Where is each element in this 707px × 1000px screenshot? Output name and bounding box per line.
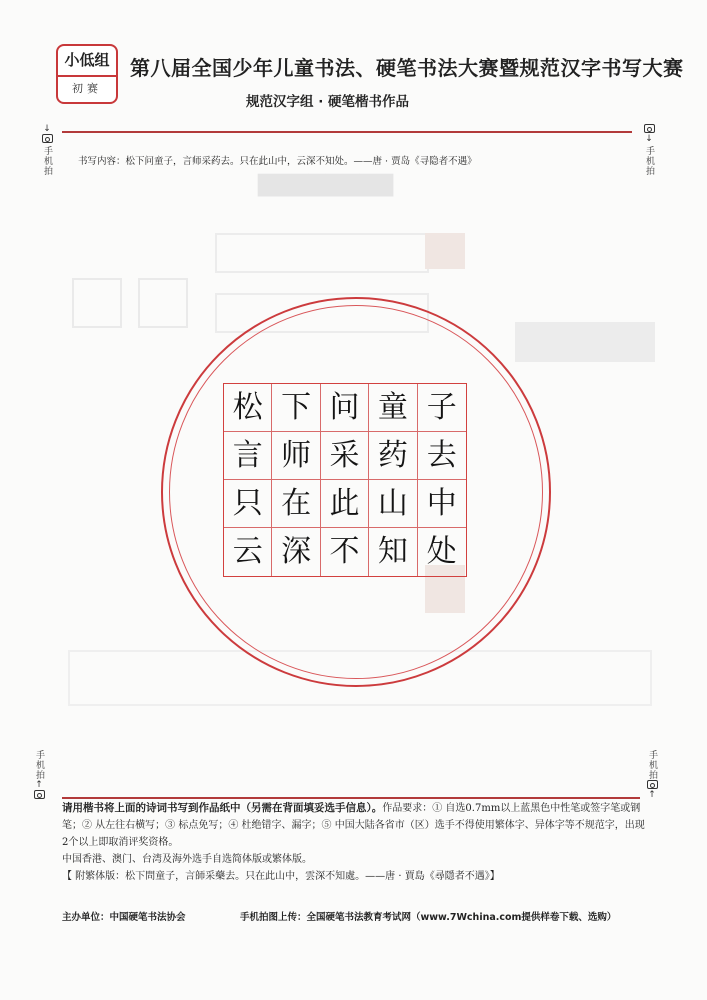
camera-icon [42, 134, 53, 143]
writing-content-label: 书写内容： [78, 156, 126, 167]
grid-cell: 子 [418, 384, 466, 432]
bottom-rule [62, 797, 640, 799]
photo-mark-bottom-left [30, 748, 48, 800]
show-through-qr [72, 278, 122, 328]
grid-cell: 松 [224, 384, 272, 432]
camera-icon [644, 124, 655, 133]
grid-cell: 童 [369, 384, 417, 432]
instructions-traditional: 【 附繁体版：松下問童子，言師采藥去。只在此山中，雲深不知處。——唐 · 賈島《尋隱者不遇》】 [62, 871, 500, 882]
group-badge [56, 44, 118, 104]
grid-cell: 采 [321, 432, 369, 480]
requirements-paragraph [62, 800, 647, 851]
grid-cell: 不 [321, 528, 369, 576]
camera-icon [34, 790, 45, 799]
grid-cell: 师 [272, 432, 320, 480]
page-title: 第八届全国少年儿童书法、硬笔书法大赛暨规范汉字书写大赛 [130, 56, 684, 80]
photo-mark-top-right [640, 124, 658, 176]
badge-group-label: 小低组 [58, 46, 116, 77]
grid-cell: 深 [272, 528, 320, 576]
writing-content [78, 153, 477, 167]
grid-cell: 在 [272, 480, 320, 528]
page-subtitle: 规范汉字组 · 硬笔楷书作品 [246, 94, 410, 110]
grid-cell: 药 [369, 432, 417, 480]
grid-cell: 言 [224, 432, 272, 480]
writing-grid [223, 383, 467, 577]
instructions-hk-note: 中国香港、澳门、台湾及海外选手自选简体版或繁体版。 [62, 854, 312, 865]
instructions-lead: 请用楷书将上面的诗词书写到作品纸中（另需在背面填妥选手信息）。 [62, 802, 383, 814]
camera-icon [647, 780, 658, 789]
photo-mark-label: 手机拍 [42, 146, 52, 176]
show-through-banner [515, 322, 655, 362]
upload-info: 手机拍图上传：全国硬笔书法教育考试网（www.7Wchina.com提供样卷下载、选购） [240, 912, 617, 923]
arrow-up-icon: ↑ [35, 780, 43, 790]
grid-cell: 此 [321, 480, 369, 528]
grid-cell: 问 [321, 384, 369, 432]
writing-content-text: 松下问童子，言师采药去。只在此山中，云深不知处。——唐 · 贾岛《寻隐者不遇》 [125, 156, 477, 167]
show-through-block [425, 233, 465, 269]
grid-cell: 云 [224, 528, 272, 576]
photo-mark-bottom-right [643, 748, 661, 800]
photo-mark-top-left [38, 124, 56, 176]
arrow-up-icon: ↑ [648, 790, 656, 800]
instructions-requirements: 作品要求：① 自选0.7mm以上蓝黑色中性笔或签字笔或钢笔；② 从左往右横写；③ 标点免写；④ 杜绝错字、漏字；⑤ 中国大陆各省市（区）选手不得使用繁体字、异体字等不规范字，出现2个以上即取消评奖资格。 [62, 803, 645, 848]
grid-cell: 只 [224, 480, 272, 528]
grid-cell: 山 [369, 480, 417, 528]
photo-mark-label: 手机拍 [644, 146, 654, 176]
organizer: 主办单位：中国硬笔书法协会 [62, 912, 186, 923]
show-through-box [215, 233, 429, 273]
show-through-heading: ▇▇▇▇▇▇▇▇ [258, 172, 394, 197]
instructions [62, 800, 647, 885]
grid-cell: 知 [369, 528, 417, 576]
top-rule [62, 131, 632, 133]
grid-cell: 去 [418, 432, 466, 480]
photo-mark-label: 手机拍 [647, 750, 657, 780]
show-through-qr [138, 278, 188, 328]
grid-cell: 中 [418, 480, 466, 528]
grid-cell: 处 [426, 534, 457, 569]
arrow-down-icon: ↓ [645, 134, 653, 144]
photo-mark-label: 手机拍 [34, 750, 44, 780]
badge-round-label: 初赛 [72, 82, 102, 95]
grid-cell: 下 [272, 384, 320, 432]
arrow-down-icon: ↓ [43, 124, 51, 134]
